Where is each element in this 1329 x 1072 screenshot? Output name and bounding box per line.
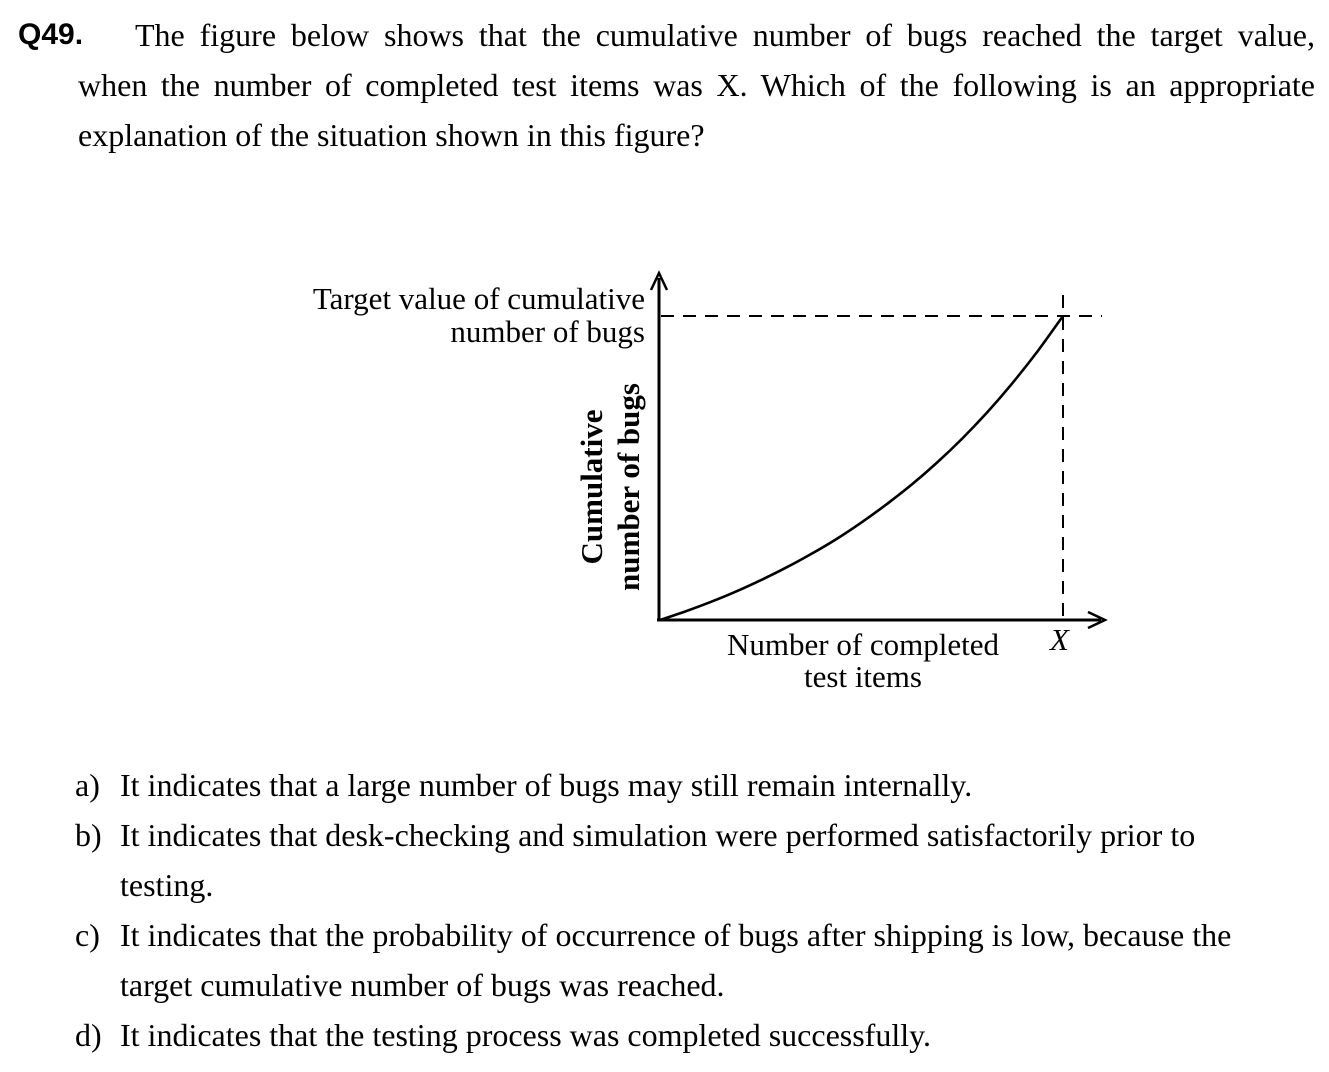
option-a <box>75 760 1325 810</box>
option-b-marker: b) <box>75 817 102 853</box>
option-b-text: It indicates that desk-checking and simulation were performed satisfactorily prior to testing. <box>120 817 1196 903</box>
question-line-1: The figure below shows that the cumulative number of bugs reached the target value, <box>135 17 1315 53</box>
option-a-marker: a) <box>75 767 100 803</box>
option-b <box>75 810 1325 910</box>
question-line-3: explanation of the situation shown in this figure? <box>78 117 705 153</box>
option-c-marker: c) <box>75 917 100 953</box>
option-c-text: It indicates that the probability of occurrence of bugs after shipping is low, because the target cumulative number of bugs was reached. <box>120 917 1232 1003</box>
cumulative-bugs-curve <box>660 316 1063 620</box>
option-d-marker: d) <box>75 1017 102 1053</box>
question-line-2: when the number of completed test items was X. Which of the following is an appropriate <box>78 67 1315 103</box>
x-value-marker: X <box>1050 622 1069 657</box>
x-axis-label: Number of completed test items <box>726 627 1000 694</box>
bug-growth-chart <box>640 260 1120 640</box>
question-number: Q49. <box>18 18 84 51</box>
answer-options <box>75 760 1325 1060</box>
option-d-text: It indicates that the testing process was completed successfully. <box>120 1017 932 1053</box>
option-c <box>75 910 1325 1010</box>
target-value-label: Target value of cumulative number of bugs <box>312 281 645 349</box>
option-a-text: It indicates that a large number of bugs may still remain internally. <box>120 767 973 803</box>
option-d <box>75 1010 1325 1060</box>
y-axis-label: Cumulative number of bugs <box>574 383 646 591</box>
